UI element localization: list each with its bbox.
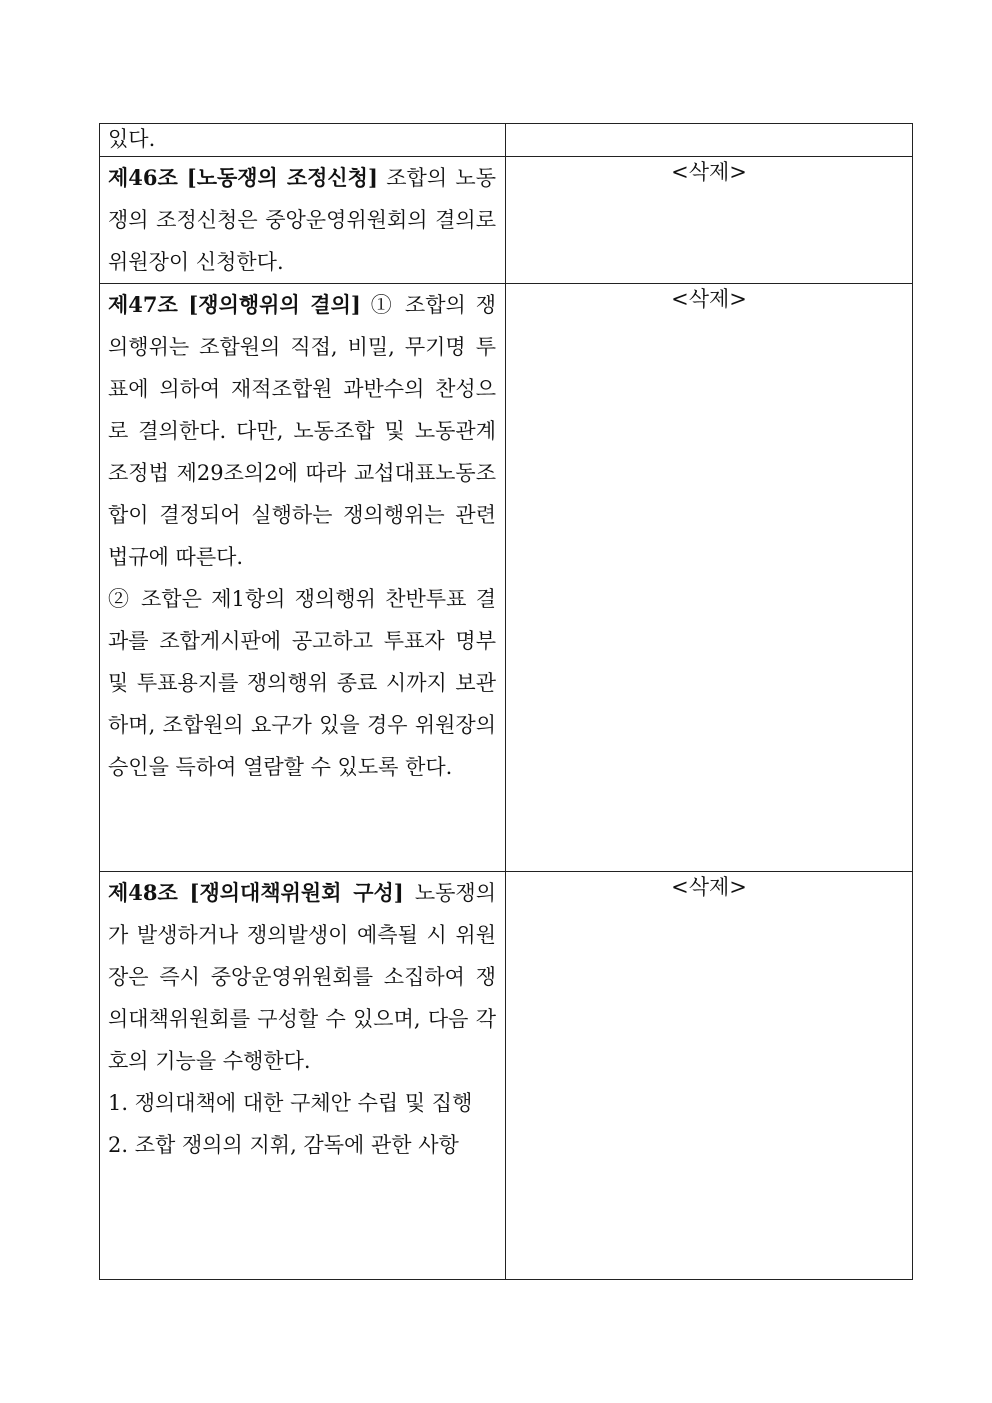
article-title: 제47조 [쟁의행위의 결의] xyxy=(108,292,361,317)
paragraph-text: 2. 조합 쟁의의 지휘, 감독에 관한 사항 xyxy=(108,1133,459,1157)
article-paragraph xyxy=(108,284,496,578)
paragraph-text: ① 조합의 쟁의행위는 조합원의 직접, 비밀, 무기명 투표에 의하여 재적조합원 과반수의 찬성으로 결의한다. 다만, 노동조합 및 노동관계조정법 제29조의2에 따라 교섭대표노동조합이 결정되어 실행하는 쟁의행위는 관련 법규에 따른다. xyxy=(108,293,497,569)
article-paragraph xyxy=(108,1082,496,1124)
table-cell-amended xyxy=(506,124,913,157)
deleted-marker: <삭제> xyxy=(671,160,747,184)
table-row xyxy=(100,124,913,157)
paragraph-text: 있다. xyxy=(108,127,156,151)
article-title: 제46조 [노동쟁의 조정신청] xyxy=(108,165,378,190)
table-cell-amended xyxy=(506,284,913,872)
table-cell-current xyxy=(100,124,506,157)
paragraph-text: 노동쟁의가 발생하거나 쟁의발생이 예측될 시 위원장은 즉시 중앙운영위원회를 소집하여 쟁의대책위원회를 구성할 수 있으며, 다음 각 호의 기능을 수행한다. xyxy=(108,881,496,1073)
article-title: 제48조 [쟁의대책위원회 구성] xyxy=(108,880,404,905)
article-paragraph xyxy=(108,1124,496,1166)
deleted-marker: <삭제> xyxy=(671,875,747,899)
table-cell-amended xyxy=(506,157,913,284)
paragraph-text: ② 조합은 제1항의 쟁의행위 찬반투표 결과를 조합게시판에 공고하고 투표자 명부 및 투표용지를 쟁의행위 종료 시까지 보관하며, 조합원의 요구가 있을 경우 위원장의 승인을 득하여 열람할 수 있도록 한다. xyxy=(108,587,496,779)
deleted-marker: <삭제> xyxy=(671,287,747,311)
article-paragraph xyxy=(108,872,496,1082)
table-row xyxy=(100,157,913,284)
table-cell-current xyxy=(100,872,506,1280)
table-row xyxy=(100,872,913,1280)
table-cell-amended xyxy=(506,872,913,1280)
paragraph-text: 1. 쟁의대책에 대한 구체안 수립 및 집행 xyxy=(108,1091,473,1115)
table-cell-current xyxy=(100,157,506,284)
table-row xyxy=(100,284,913,872)
article-paragraph xyxy=(108,124,496,154)
article-paragraph xyxy=(108,157,496,283)
table-cell-current xyxy=(100,284,506,872)
comparison-table xyxy=(99,123,913,1280)
article-paragraph xyxy=(108,578,496,788)
paragraph-text: 조합의 노동쟁의 조정신청은 중앙운영위원회의 결의로 위원장이 신청한다. xyxy=(108,166,497,274)
